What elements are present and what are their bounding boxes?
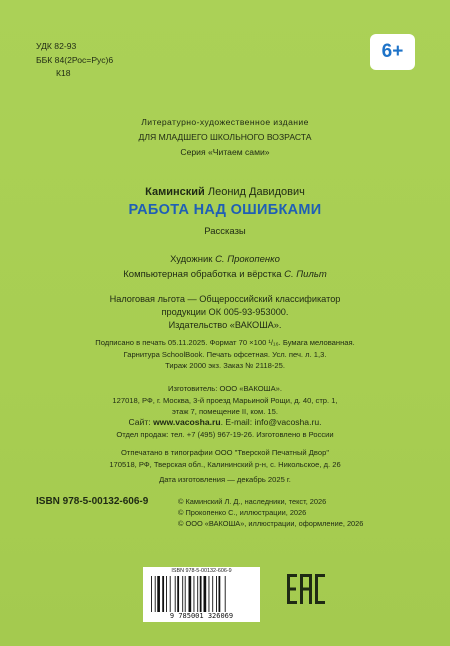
sales-line: Отдел продаж: тел. +7 (495) 967-19-26. Изготовлено в России: [116, 430, 334, 439]
bbk: ББК 84(2Рос=Рус)6: [36, 55, 114, 65]
publisher-line: 127018, РФ, г. Москва, 3-й проезд Марьиной Рощи, д. 40, стр. 1,: [112, 395, 338, 405]
series-name: Серия «Читаем сами»: [180, 147, 270, 157]
tax-line: Издательство «ВАКОША».: [168, 320, 282, 330]
tax-line: продукции ОК 005-93-953000.: [161, 307, 289, 317]
print-line: Гарнитура SchoolBook. Печать офсетная. Усл. печ. л. 1,3.: [123, 349, 327, 359]
artist-credit: [0, 253, 450, 266]
author-name: Леонид Давидович: [207, 186, 305, 198]
artist-label: Художник: [170, 254, 213, 265]
age-rating-badge: 6+: [370, 34, 415, 70]
layout-name: С. Пильт: [284, 269, 327, 280]
book-title: РАБОТА НАД ОШИБКАМИ: [128, 202, 322, 218]
author-surname: Каминский: [145, 186, 205, 198]
barcode: [143, 567, 260, 622]
printing-info: [0, 447, 450, 470]
copyright-line: © Прокопенко С., иллюстрации, 2026: [178, 508, 307, 517]
tax-line: Налоговая льгота — Общероссийский классификатор: [109, 294, 341, 304]
copyright-line: © ООО «ВАКОША», иллюстрации, оформление, 2026: [178, 519, 364, 528]
print-info: [0, 337, 450, 372]
printing-line: Отпечатано в типографии ООО "Тверской Печатный Двор": [120, 448, 330, 457]
layout-credit: [0, 268, 450, 281]
publisher-info: [0, 383, 450, 418]
udk: УДК 82-93: [36, 41, 77, 51]
contacts-line: [0, 417, 450, 427]
author-mark: К18: [56, 68, 71, 78]
site-link[interactable]: www.vacosha.ru: [153, 417, 221, 427]
artist-name: С. Прокопенко: [215, 254, 280, 265]
edition-audience: ДЛЯ МЛАДШЕГО ШКОЛЬНОГО ВОЗРАСТА: [138, 132, 312, 142]
copyrights: [178, 496, 363, 529]
printing-line: 170518, РФ, Тверская обл., Калининский р-н, с. Никольское, д. 26: [109, 459, 341, 469]
eac-mark-icon: [286, 572, 326, 606]
print-line: Тираж 2000 экз. Заказ № 2118-25.: [165, 361, 285, 370]
publisher-line: этаж 7, помещение II, ком. 15.: [172, 407, 278, 416]
barcode-digits: 9 785001 326069: [143, 612, 260, 621]
isbn: ISBN 978-5-00132-606-9: [36, 496, 149, 507]
print-line: Подписано в печать 05.11.2025. Формат 70 ×100 ¹/₁₆. Бумага мелованная.: [95, 338, 355, 347]
site-label: Сайт:: [128, 417, 151, 427]
manufacture-date: Дата изготовления — декабрь 2025 г.: [159, 475, 291, 484]
edition-type: Литературно-художественное издание: [141, 117, 309, 127]
email-text: . E-mail: info@vacosha.ru.: [220, 417, 322, 427]
layout-label: Компьютерная обработка и вёрстка: [123, 269, 282, 280]
genre: Рассказы: [204, 226, 246, 237]
author-line: [0, 185, 450, 199]
copyright-line: © Каминский Л. Д., наследники, текст, 2026: [178, 497, 327, 506]
barcode-isbn-text: ISBN 978-5-00132-606-9: [171, 568, 232, 574]
publisher-line: Изготовитель: ООО «ВАКОША».: [168, 384, 282, 393]
tax-info: [0, 293, 450, 332]
